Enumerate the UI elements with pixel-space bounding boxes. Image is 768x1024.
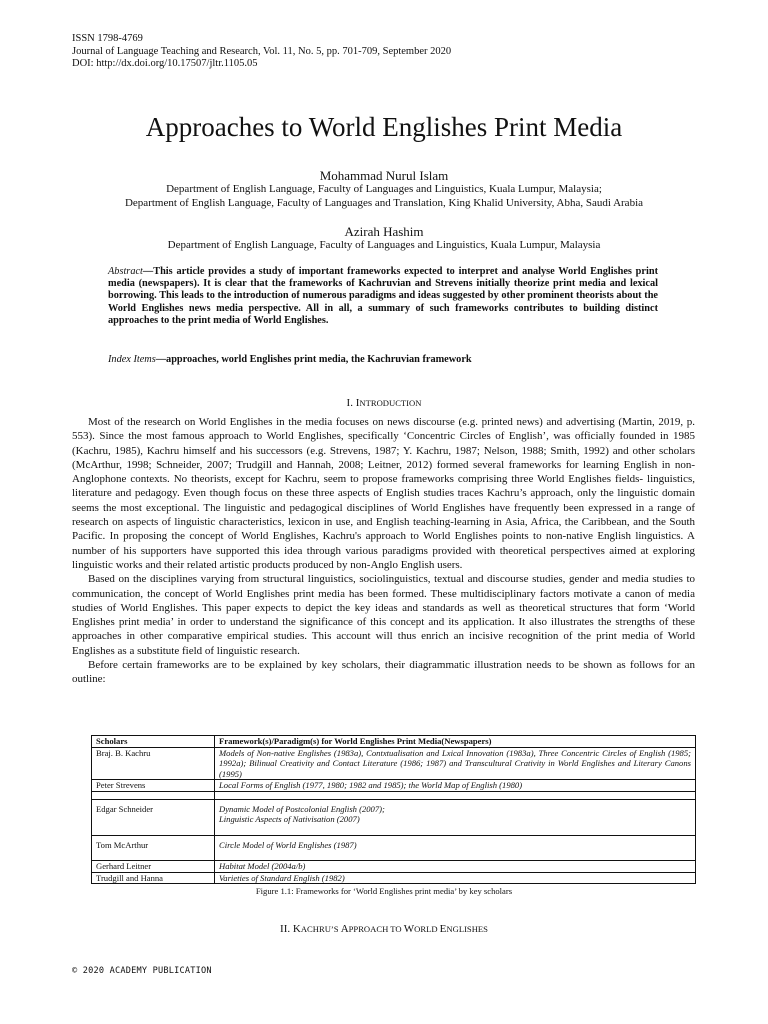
author-affiliation: Department of English Language, Faculty of Languages and Linguistics, Kuala Lumpur, Malaysia bbox=[167, 239, 601, 251]
framework-cell: Local Forms of English (1977, 1980; 1982 and 1985); the World Map of English (1980) bbox=[215, 780, 696, 792]
journal-header bbox=[72, 33, 451, 71]
table-row bbox=[92, 799, 696, 835]
section-heading-introduction: I. INTRODUCTION bbox=[346, 397, 422, 409]
scholar-cell: Tom McArthur bbox=[92, 835, 215, 861]
paragraph: Most of the research on World Englishes in the media focuses on news discourse (e.g. printed news) and advertising (Martin, 2019, p. 553). Since the most famous approach to World Englishes, specifically ‘Concentric Circles of English’, was officially founded in 1985 (Kachru, 1985), Kachru himself and his successors (e.g. Strevens, 1987; Y. Kachru, 1987; Nelson, 1988; Smith, 1992) and other scholars (McArthur, 1998; Schneider, 2007; Trudgill and Hannah, 2008; Leitner, 2012) formed several frameworks for learning English in non-Anglophone contexts. No theorists, except for Kachru, seem to propose frameworks comprising three World Englishes fields- linguistics, literature and pedagogy. Even though focus on these three aspects of English studies traces Kachru’s approach, only the linguistic domain seems the most exceptional. The linguistic and pedagogical disciplines of World Englishes have frequently been expressed in a range of research on aspects of linguistic characteristics, lexicon in use, and English teaching-learning in Asia, Africa, the Caribbean, and the South Pacific. In proposing the concept of World Englishes, Kachru's approach to World Englishes points to non-native English linguistics. A number of his supporters have supported this idea through various paradigms provided with theoretical perspectives aimed at exploring linguistic works and their related artistic products produced by non-Anglo English users. bbox=[72, 416, 695, 571]
paragraph: Based on the disciplines varying from structural linguistics, sociolinguistics, textual and discourse studies, gender and media studies to communication, the concept of World Englishes print media has been formed. These multidisciplinary factors motivate a canon of media studies of World Englishes. This paper expects to depict the key ideas and standards as well as theoretical structures that form ‘World Englishes print media’ in order to understand the significance of this concept and its application. It also illustrates the strengths of these approaches in other comparative empirical studies. This account will thus enrich an incisive recognition of the print media of World Englishes as a substitute field of linguistic research. bbox=[72, 573, 695, 657]
author-name: Mohammad Nurul Islam bbox=[319, 168, 449, 183]
frameworks-table bbox=[91, 735, 696, 884]
abstract-text: —This article provides a study of important frameworks expected to interpret and analyse World Englishes print media (newspapers). It is clear that the frameworks of Kachruvian and Strevens initially theorize print media and lexical borrowing. This leads to the introduction of numerous paradigms and ideas suggested by other prominent theorists about the World Englishes news media perspective. All in all, a summary of such frameworks contributes to building distinct approaches to the print media of World Englishes. bbox=[108, 266, 658, 326]
table-header: Scholars bbox=[92, 736, 215, 748]
section-heading-kachru: II. KACHRU’S APPROACH TO WORLD ENGLISHES bbox=[280, 923, 488, 935]
scholar-cell: Braj. B. Kachru bbox=[92, 747, 215, 780]
table-row bbox=[92, 835, 696, 861]
introduction-body bbox=[72, 415, 695, 687]
table-row-empty bbox=[92, 791, 696, 799]
index-items-text: —approaches, world Englishes print media, the Kachruvian framework bbox=[155, 354, 472, 365]
framework-cell bbox=[215, 791, 696, 799]
framework-cell: Circle Model of World Englishes (1987) bbox=[215, 835, 696, 861]
table-row bbox=[92, 861, 696, 873]
framework-cell: Varieties of Standard English (1982) bbox=[215, 872, 696, 884]
scholar-cell bbox=[92, 791, 215, 799]
issn: ISSN 1798-4769 bbox=[72, 33, 143, 44]
journal-citation: Journal of Language Teaching and Research, Vol. 11, No. 5, pp. 701-709, September 2020 bbox=[72, 45, 452, 57]
scholar-cell: Edgar Schneider bbox=[92, 799, 215, 835]
framework-cell: Dynamic Model of Postcolonial English (2007); Linguistic Aspects of Nativisation (2007) bbox=[215, 799, 696, 835]
author-affiliation: Department of English Language, Faculty of Languages and Translation, King Khalid University, Abha, Saudi Arabia bbox=[124, 197, 644, 209]
author-affiliation: Department of English Language, Faculty of Languages and Linguistics, Kuala Lumpur, Malaysia; bbox=[166, 183, 602, 195]
table-row bbox=[92, 780, 696, 792]
doi[interactable]: DOI: http://dx.doi.org/10.17507/jltr.1105.05 bbox=[72, 58, 258, 69]
table-header-row bbox=[92, 736, 696, 748]
index-items-label: Index Items bbox=[108, 354, 156, 365]
paper-title: Approaches to World Englishes Print Media bbox=[145, 112, 623, 142]
scholar-cell: Trudgill and Hanna bbox=[92, 872, 215, 884]
framework-cell: Models of Non-native Englishes (1983a), Contxtualisation and Lxical Innovation (1983a), Three Concentric Circles of English (1985; 1992a); Bilinual Creativity and Contact Literature (1986; 1987) and Transcultural Crativity in World Englishes and Literary Canons (1995) bbox=[215, 747, 696, 780]
author-name: Azirah Hashim bbox=[344, 224, 424, 239]
scholar-cell: Peter Strevens bbox=[92, 780, 215, 792]
figure-caption: Figure 1.1: Frameworks for ‘World Englishes print media’ by key scholars bbox=[255, 886, 513, 896]
scholar-cell: Gerhard Leitner bbox=[92, 861, 215, 873]
table-header: Framework(s)/Paradigm(s) for World Englishes Print Media(Newspapers) bbox=[215, 736, 696, 748]
framework-cell: Habitat Model (2004a/b) bbox=[215, 861, 696, 873]
table-row bbox=[92, 872, 696, 884]
table-row bbox=[92, 747, 696, 780]
index-items bbox=[108, 354, 658, 366]
paragraph: Before certain frameworks are to be explained by key scholars, their diagrammatic illustration needs to be shown as follows for an outline: bbox=[72, 659, 695, 686]
abstract bbox=[108, 266, 658, 327]
copyright-footer: © 2020 ACADEMY PUBLICATION bbox=[72, 966, 212, 976]
abstract-label: Abstract bbox=[108, 266, 143, 277]
